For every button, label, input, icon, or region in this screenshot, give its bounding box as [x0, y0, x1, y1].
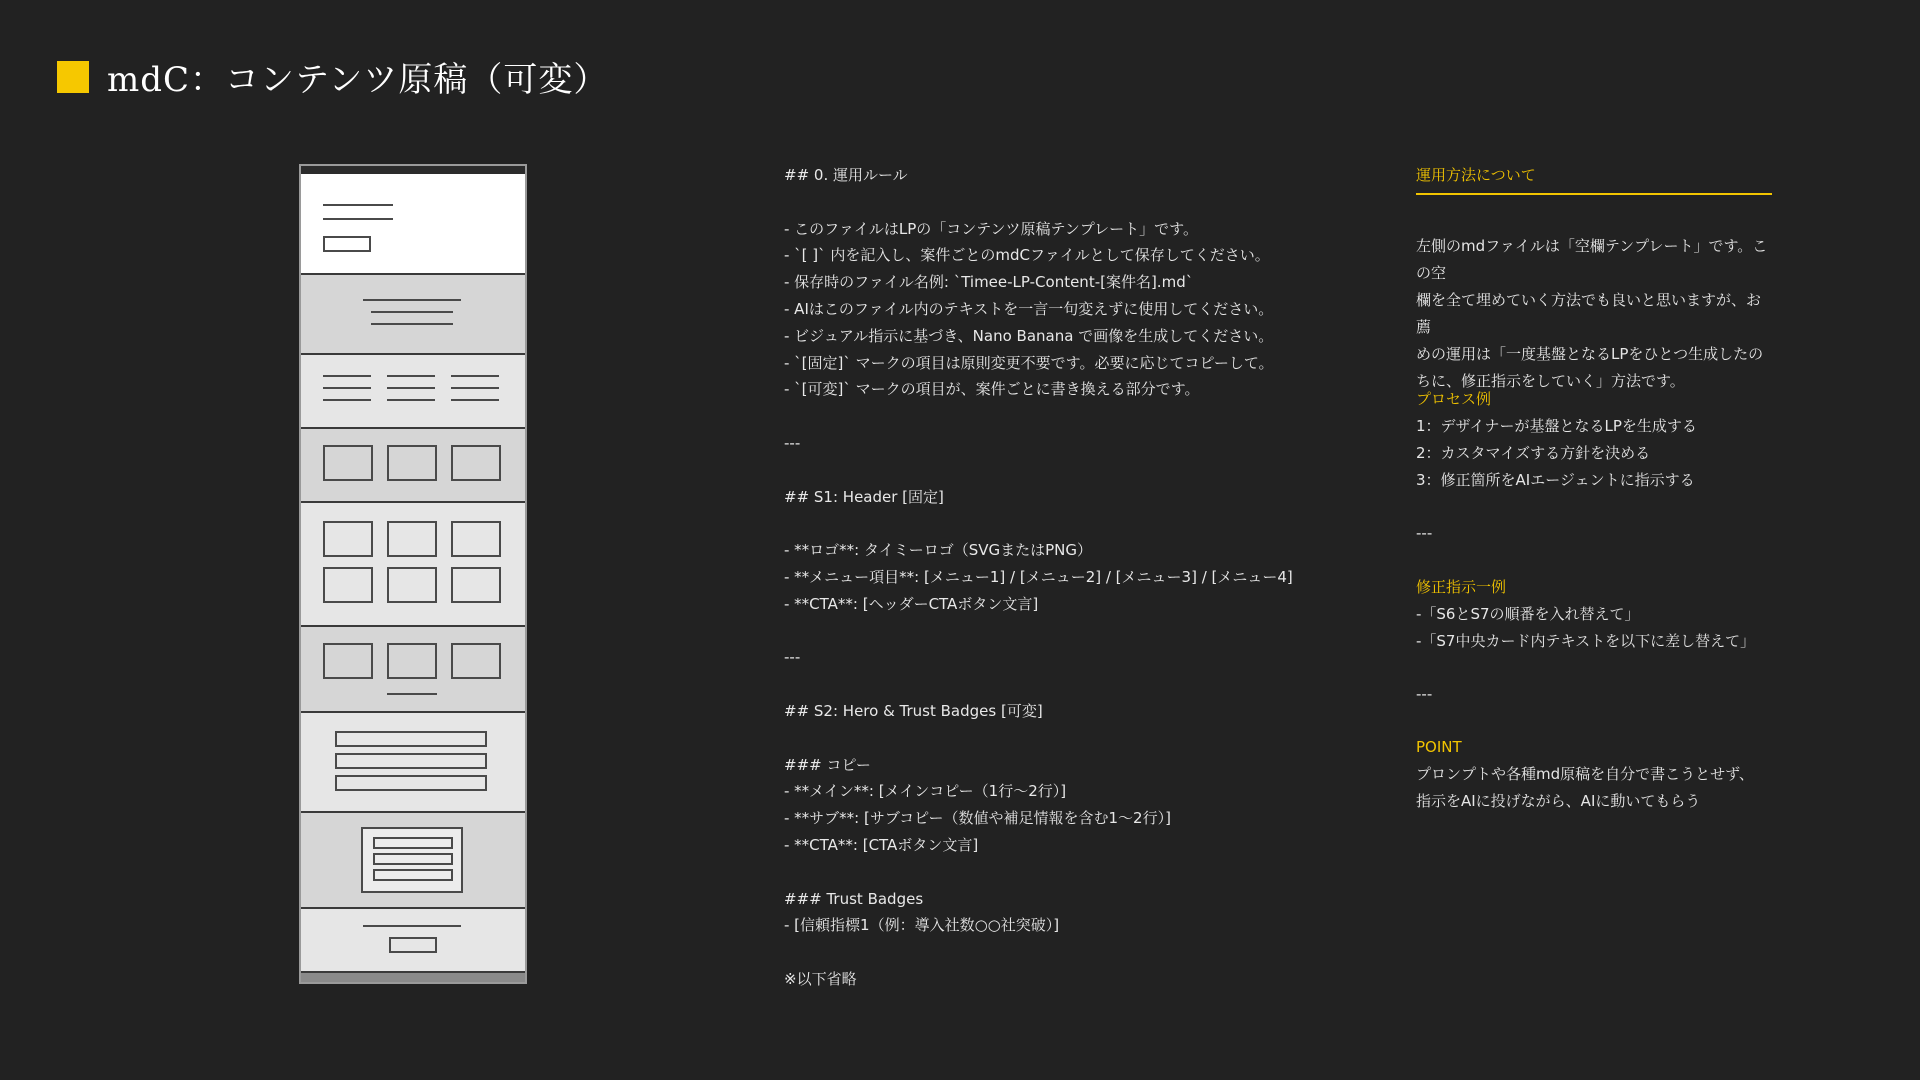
markdown-line: ## 0. 運用ルール: [784, 166, 908, 184]
intro-line: ちに、修正指示をしていく」方法です。: [1416, 372, 1685, 390]
markdown-line: [784, 671, 1344, 698]
page-title: mdC：コンテンツ原稿（可変）: [107, 60, 609, 100]
wire-carousel: [301, 625, 525, 711]
markdown-line: - `[可変]` マークの項目が、案件ごとに書き換える部分です。: [784, 380, 1200, 399]
process-block: [1416, 386, 1772, 494]
markdown-line: - AIはこのファイル内のテキストを一言一句変えずに使用してください。: [784, 299, 1274, 318]
wire-hero: [301, 273, 525, 353]
markdown-line: ## S2: Hero & Trust Badges [可変]: [784, 701, 1043, 720]
lp-wireframe: [299, 164, 527, 984]
markdown-line: ## S1: Header [固定]: [784, 487, 944, 506]
point-block: [1416, 734, 1772, 815]
intro-line: 左側のmdファイルは「空欄テンプレート」です。この空: [1416, 237, 1768, 282]
markdown-line: - ビジュアル指示に基づき、Nano Banana で画像を生成してください。: [784, 326, 1274, 345]
wire-header: [301, 166, 525, 273]
wire-framed-card: [301, 811, 525, 907]
point-line: プロンプトや各種md原稿を自分で書こうとせず、: [1416, 765, 1754, 783]
wire-footer: [301, 907, 525, 971]
wire-text-columns: [301, 353, 525, 427]
example-heading: 修正指示一例: [1416, 578, 1507, 596]
markdown-line: [784, 403, 1344, 430]
markdown-line: [784, 618, 1344, 645]
example-line: -「S7中央カード内テキストを以下に差し替えて」: [1416, 632, 1756, 650]
markdown-line: - **ロゴ**: タイミーロゴ（SVGまたはPNG）: [784, 541, 1092, 560]
markdown-line: [784, 189, 1344, 216]
markdown-content: [784, 162, 1344, 993]
markdown-line: - **CTA**: [CTAボタン文言]: [784, 835, 979, 854]
example-line: -「S6とS7の順番を入れ替えて」: [1416, 605, 1640, 623]
wire-bottom-bar: [301, 971, 525, 982]
wire-feature-boxes: [301, 427, 525, 501]
markdown-line: [784, 725, 1344, 752]
markdown-line: - `[固定]` マークの項目は原則変更不要です。必要に応じてコピーして。: [784, 353, 1274, 372]
markdown-line: ※以下省略: [784, 969, 857, 988]
markdown-line: - このファイルはLPの「コンテンツ原稿テンプレート」です。: [784, 219, 1198, 238]
process-line: 2：カスタマイズする方針を決める: [1416, 444, 1651, 462]
side-intro: [1416, 233, 1772, 395]
markdown-line: [784, 457, 1344, 484]
markdown-line: ### Trust Badges: [784, 889, 924, 908]
markdown-line: ---: [784, 433, 801, 452]
markdown-line: [784, 859, 1344, 886]
markdown-line: - **メイン**: [メインコピー（1行〜2行）]: [784, 782, 1067, 801]
process-line: 3：修正箇所をAIエージェントに指示する: [1416, 471, 1695, 489]
wire-card-grid: [301, 501, 525, 625]
point-heading: POINT: [1416, 738, 1462, 756]
side-heading-block: [1416, 164, 1772, 195]
markdown-line: - `[ ]` 内を記入し、案件ごとのmdCファイルとして保存してください。: [784, 246, 1270, 265]
side-heading: 運用方法について: [1416, 164, 1772, 195]
markdown-line: - **メニュー項目**: [メニュー1] / [メニュー2] / [メニュー3] / [メニュー4]: [784, 567, 1293, 586]
markdown-line: ---: [784, 648, 801, 667]
intro-line: めの運用は「一度基盤となるLPをひとつ生成したの: [1416, 345, 1764, 363]
accent-square-icon: [57, 61, 89, 93]
divider-text: ---: [1416, 685, 1433, 703]
process-heading: プロセス例: [1416, 390, 1492, 408]
wire-list-rows: [301, 711, 525, 811]
markdown-line: - 保存時のファイル名例: `Timee-LP-Content-[案件名].md`: [784, 273, 1194, 292]
example-block: [1416, 574, 1772, 655]
intro-line: 欄を全て埋めていく方法でも良いと思いますが、お薦: [1416, 291, 1762, 336]
point-line: 指示をAIに投げながら、AIに動いてもらう: [1416, 792, 1701, 810]
markdown-line: [784, 510, 1344, 537]
divider-text: ---: [1416, 524, 1433, 542]
markdown-line: - **サブ**: [サブコピー（数値や補足情報を含む1〜2行）]: [784, 809, 1171, 828]
markdown-line: ### コピー: [784, 755, 871, 774]
slide-header: [57, 52, 608, 101]
markdown-line: [784, 939, 1344, 966]
markdown-line: - **CTA**: [ヘッダーCTAボタン文言]: [784, 594, 1039, 613]
markdown-line: - [信頼指標1（例：導入社数○○社突破）]: [784, 916, 1060, 935]
process-line: 1：デザイナーが基盤となるLPを生成する: [1416, 417, 1697, 435]
